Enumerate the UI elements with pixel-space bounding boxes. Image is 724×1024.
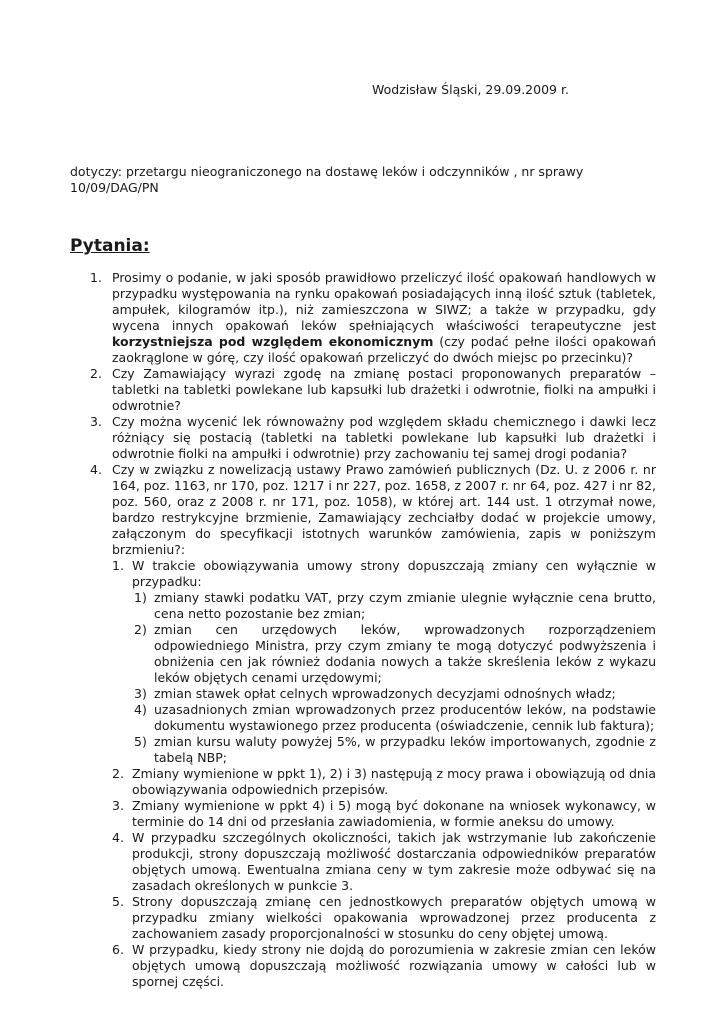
- clause-text: W przypadku szczególnych okoliczności, takich jak wstrzymanie lub zakończenie produkcji, strony dopuszczają możliwość dostarczania odpowiedników preparatów objętych umową. Ewentualna zmiana ceny w tym zakresie może odbywać się na zasadach określonych w punkcie 3.: [132, 830, 656, 893]
- clause-number: 2.: [112, 766, 124, 781]
- subclause-number: 5): [134, 734, 147, 749]
- question-item: [70, 462, 656, 558]
- question-item: [70, 414, 656, 462]
- clause-text: W przypadku, kiedy strony nie dojdą do porozumienia w zakresie zmian cen leków objętych umową dopuszczają możliwość rozwiązania umowy w całości lub w spornej części.: [132, 942, 656, 989]
- question-text: Czy w związku z nowelizacją ustawy Prawo zamówień publicznych (Dz. U. z 2006 r. nr 164, poz. 1163, nr 170, poz. 1217 i nr 227, poz. 1658, z 2007 r. nr 64, poz. 427 i nr 82, poz. 560, oraz z 2008 r. nr 171, poz. 1058), w której art. 144 ust. 1 otrzymał nowe, bardzo restrykcyjne brzmienie, Zamawiający zechciałby dodać w projekcie umowy, załączonym do specyfikacji istotnych warunków zamówienia, zapis w poniższym brzmieniu?:: [112, 462, 656, 557]
- subclause-item: [70, 686, 656, 702]
- clause-item: [70, 894, 656, 942]
- clause-number: 1.: [112, 558, 124, 573]
- subclause-item: [70, 622, 656, 686]
- subclause-text: zmian kursu waluty powyżej 5%, w przypadku leków importowanych, zgodnie z tabelą NBP;: [154, 734, 656, 765]
- subclause-item: [70, 734, 656, 766]
- question-text: Czy można wycenić lek równoważny pod względem składu chemicznego i dawki lecz różniący się postacią (tabletki na tabletki powlekane lub kapsułki lub drażetki i odwrotnie fiolki na ampułki i odwrotnie) przy zachowaniu tej samej drogi podania?: [112, 414, 656, 461]
- place-date: Wodzisław Śląski, 29.09.2009 r.: [372, 82, 569, 97]
- question-number: 4.: [90, 462, 102, 477]
- clause-number: 4.: [112, 830, 124, 845]
- subclause-text: zmiany stawki podatku VAT, przy czym zmianie ulegnie wyłącznie cena brutto, cena netto pozostanie bez zmian;: [154, 590, 656, 621]
- clause-number: 6.: [112, 942, 124, 957]
- clause-item: [70, 798, 656, 830]
- question-text-bold: korzystniejsza pod względem ekonomicznym: [112, 334, 434, 349]
- section-title: Pytania:: [70, 236, 150, 256]
- subject-line: dotyczy: przetargu nieograniczonego na dostawę leków i odczynników , nr sprawy 10/09/DAG/PN: [70, 164, 584, 195]
- subclause-item: [70, 702, 656, 734]
- clause-text: Zmiany wymienione w ppkt 1), 2) i 3) następują z mocy prawa i obowiązują od dnia obowiązywania odpowiednich przepisów.: [132, 766, 656, 797]
- subclause-number: 4): [134, 702, 147, 717]
- subclause-text: zmian cen urzędowych leków, wprowadzonych rozporządzeniem odpowiedniego Ministra, przy czym zmiany te mogą dotyczyć podwyższenia i obniżenia cen jak również dodania nowych a także skreślenia leków z wykazu leków objętych cenami urzędowymi;: [154, 622, 656, 685]
- clause-text: Zmiany wymienione w ppkt 4) i 5) mogą być dokonane na wniosek wykonawcy, w terminie do 14 dni od przesłania zawiadomienia, w formie aneksu do umowy.: [132, 798, 656, 829]
- clause-text: Strony dopuszczają zmianę cen jednostkowych preparatów objętych umową w przypadku zmiany wielkości opakowania wprowadzonej przez producenta z zachowaniem zasady proporcjonalności w stosunku do ceny objętej umową.: [132, 894, 656, 941]
- clause-number: 5.: [112, 894, 124, 909]
- question-number: 2.: [90, 366, 102, 381]
- subclause-number: 1): [134, 590, 147, 605]
- clause-item: [70, 830, 656, 894]
- question-number: 1.: [90, 270, 102, 285]
- subclause-number: 2): [134, 622, 147, 637]
- clause-number: 3.: [112, 798, 124, 813]
- question-text: Prosimy o podanie, w jaki sposób prawidłowo przeliczyć ilość opakowań handlowych w przypadku występowania na rynku opakowań posiadających inną ilość sztuk (tabletek, ampułek, kilogramów itp.), niż zamieszczona w SIWZ; a także w przypadku, gdy wycena innych opakowań leków spełniających właściwości terapeutyczne jest: [112, 270, 656, 333]
- question-text: (czy podać pełne ilości opakowań zaokrąglone w górę, czy ilość opakowań przeliczyć do dwóch miejsc po przecinku)?: [112, 334, 656, 365]
- question-item: [70, 366, 656, 414]
- question-item: [70, 270, 656, 366]
- question-number: 3.: [90, 414, 102, 429]
- subclause-number: 3): [134, 686, 147, 701]
- clause-item: [70, 558, 656, 590]
- question-text: Czy Zamawiający wyrazi zgodę na zmianę postaci proponowanych preparatów – tabletki na tabletki powlekane lub kapsułki lub drażetki i odwrotnie, fiolki na ampułki i odwrotnie?: [112, 366, 656, 413]
- questions-list: [70, 270, 656, 990]
- clause-item: [70, 942, 656, 990]
- clause-text: W trakcie obowiązywania umowy strony dopuszczają zmiany cen wyłącznie w przypadku:: [132, 558, 656, 589]
- clause-item: [70, 766, 656, 798]
- subclause-text: zmian stawek opłat celnych wprowadzonych decyzjami odnośnych władz;: [154, 686, 616, 701]
- subclause-item: [70, 590, 656, 622]
- subclause-text: uzasadnionych zmian wprowadzonych przez producentów leków, na podstawie dokumentu wystawionego przez producenta (oświadczenie, cennik lub faktura);: [154, 702, 656, 733]
